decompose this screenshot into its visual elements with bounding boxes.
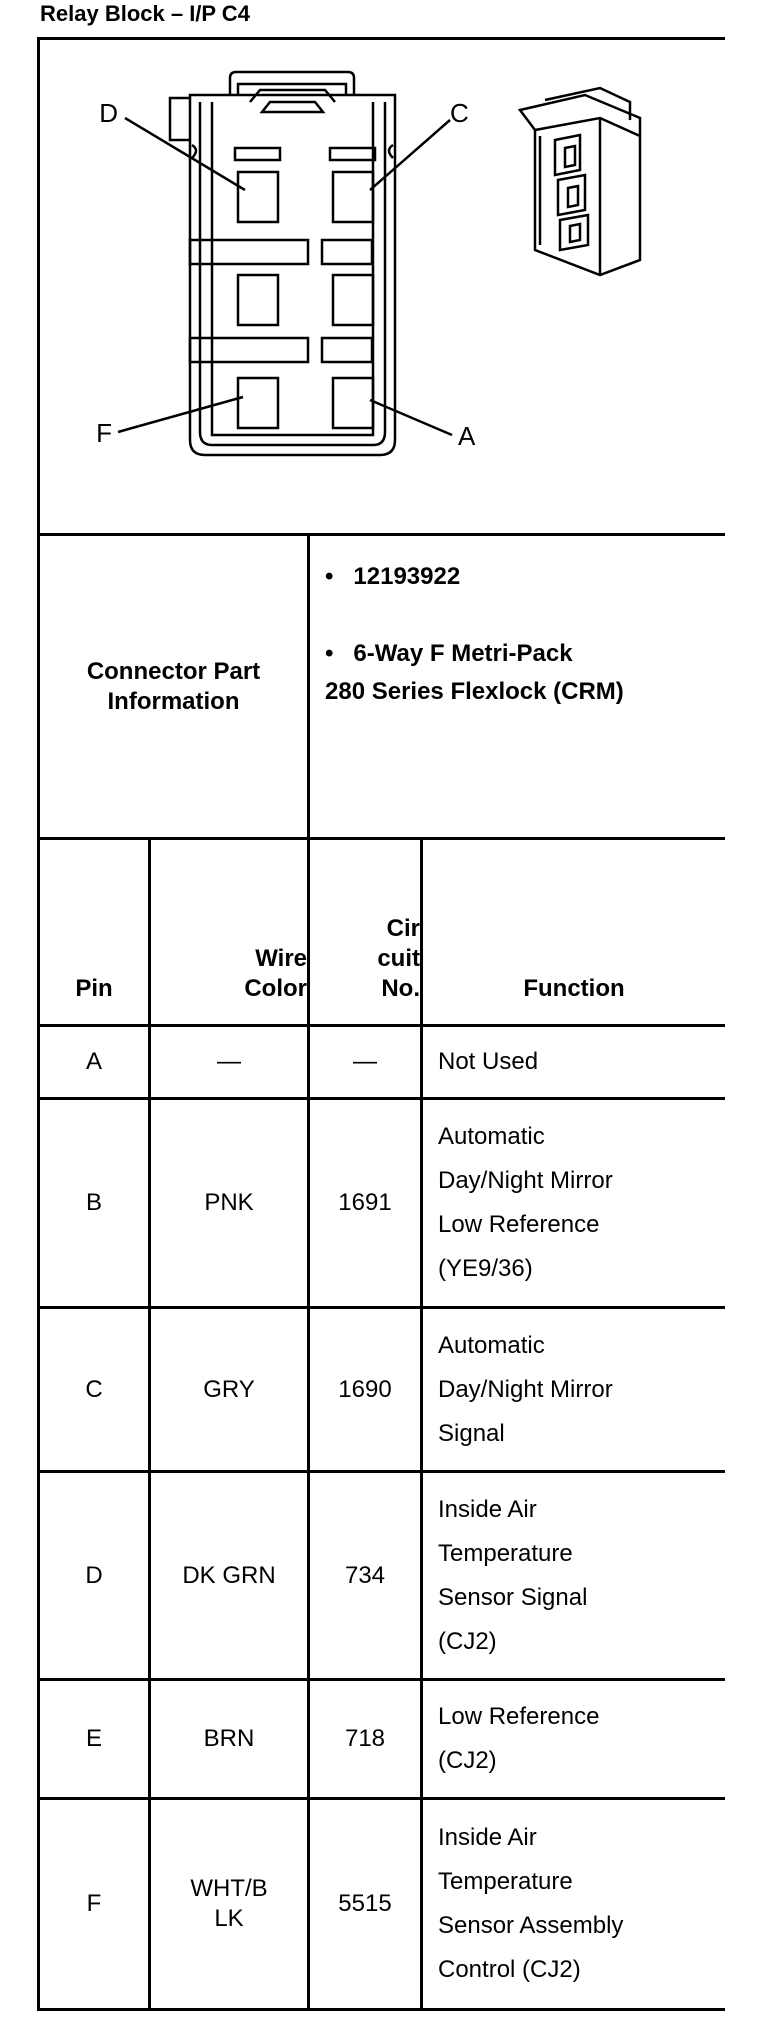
cavity-b: [333, 275, 373, 325]
wire-color-cell: PNK: [204, 1189, 254, 1216]
function-line: Temperature: [438, 1868, 573, 1895]
function-line: Control (CJ2): [438, 1956, 581, 1983]
part-number-bullet: [325, 558, 460, 596]
header-circuit-no: [310, 840, 420, 1024]
connector-isometric-view: [520, 88, 640, 275]
part-description-line2: 280 Series Flexlock (CRM): [325, 678, 624, 705]
part-info-heading-line1: Connector Part: [86, 657, 261, 685]
header-circuit-line2: cuit: [377, 945, 420, 972]
cavity-f: [238, 378, 278, 428]
cavity-a: [333, 378, 373, 428]
bullet-glyph: •: [325, 563, 354, 590]
cavity-c: [333, 172, 373, 222]
pin-label-f: F: [96, 418, 112, 448]
function-line: Automatic: [438, 1331, 545, 1359]
header-circuit-line1: Cir: [386, 915, 420, 942]
page-title: Relay Block – I/P C4: [40, 1, 250, 26]
function-line: Signal: [438, 1419, 505, 1447]
circuit-cell: 734: [344, 1561, 386, 1589]
pin-label-c: C: [450, 98, 469, 128]
pin-label-d: D: [99, 98, 118, 128]
circuit-cell: 718: [344, 1725, 386, 1752]
function-cell: [438, 1309, 723, 1470]
function-line: Sensor Assembly: [438, 1912, 624, 1939]
function-line: Day/Night Mirror: [438, 1375, 613, 1403]
function-line: Inside Air: [438, 1824, 537, 1851]
wire-color-line2: LK: [214, 1905, 244, 1932]
part-number: 12193922: [353, 563, 461, 590]
function-line: Low Reference: [438, 1703, 600, 1730]
wire-color-cell: [151, 1800, 307, 2008]
function-line: Low Reference: [438, 1211, 600, 1238]
cavity-e: [238, 275, 278, 325]
function-line: (CJ2): [438, 1747, 497, 1774]
pin-cell: A: [85, 1048, 102, 1075]
function-cell: [438, 1100, 723, 1306]
pin-cell: F: [86, 1890, 102, 1917]
circuit-cell: 1690: [338, 1375, 392, 1403]
header-pin: Pin: [75, 975, 113, 1002]
function-cell: [438, 1473, 723, 1678]
pin-cell: E: [85, 1725, 102, 1752]
pin-cell: C: [85, 1375, 103, 1403]
header-wire-color-line1: Wire: [255, 945, 307, 972]
function-line: Not Used: [438, 1048, 539, 1075]
function-cell: [438, 1681, 723, 1797]
wire-color-cell: DK GRN: [182, 1561, 276, 1589]
cavity-d: [238, 172, 278, 222]
circuit-cell: 1691: [338, 1189, 392, 1216]
circuit-cell: 5515: [338, 1890, 392, 1917]
header-wire-color: [151, 840, 307, 1024]
pin-cell: B: [85, 1189, 102, 1216]
bullet-glyph: •: [325, 640, 354, 667]
connector-diagram: [40, 40, 720, 530]
part-info-heading: [40, 536, 307, 837]
header-wire-color-line2: Color: [244, 975, 307, 1002]
wire-color-cell: —: [217, 1048, 241, 1075]
function-line: Inside Air: [438, 1495, 537, 1523]
function-cell: [438, 1800, 723, 2008]
wire-color-line1: WHT/B: [190, 1875, 268, 1902]
function-line: Sensor Signal: [438, 1583, 588, 1611]
function-line: Temperature: [438, 1539, 573, 1567]
part-description-line1: 6-Way F Metri-Pack: [353, 640, 573, 667]
wire-color-cell: BRN: [203, 1725, 255, 1752]
header-circuit-line3: No.: [381, 975, 420, 1002]
part-description-bullet: [325, 635, 573, 673]
wire-color-cell: GRY: [203, 1375, 255, 1403]
pin-label-a: A: [458, 421, 476, 451]
pin-cell: D: [85, 1561, 103, 1589]
circuit-cell: —: [353, 1048, 377, 1075]
part-info-heading-line2: Information: [107, 687, 240, 715]
function-line: (CJ2): [438, 1627, 497, 1655]
function-cell: [438, 1027, 723, 1097]
header-function: Function: [523, 975, 625, 1002]
function-line: (YE9/36): [438, 1255, 533, 1282]
function-line: Automatic: [438, 1123, 545, 1150]
function-line: Day/Night Mirror: [438, 1167, 613, 1194]
